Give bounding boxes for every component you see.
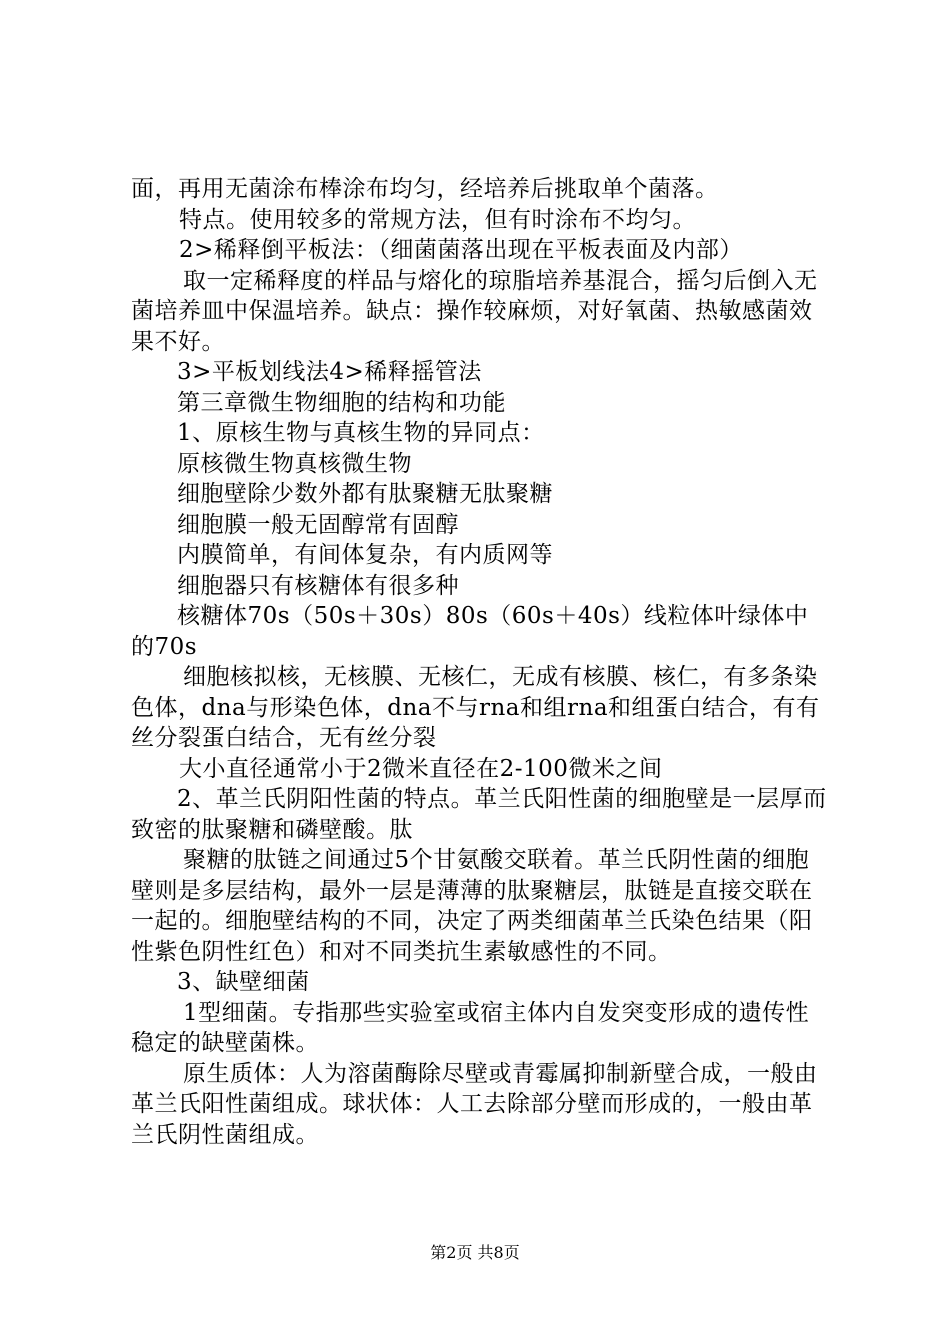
paragraph: 细胞膜一般无固醇常有固醇 [177,511,459,538]
paragraph: 原生质体：人为溶菌酶除尽壁或青霉属抑制新壁合成，一般由革兰氏阳性菌组成。球状体：人工去除部分壁而形成的，一般由革兰氏阴性菌组成。 [131,1060,818,1148]
paragraph: 1、原核生物与真核生物的异同点： [177,420,545,446]
paragraph: 面，再用无菌涂布棒涂布均匀，经培养后挑取单个菌落。 [131,176,719,202]
paragraph: 原核微生物真核微生物 [177,450,412,477]
paragraph: 细胞壁除少数外都有肽聚糖无肽聚糖 [177,481,553,507]
paragraph: 核糖体70s（50s＋30s）80s（60s＋40s）线粒体叶绿体中的70s [131,603,809,660]
paragraph: 细胞核拟核，无核膜、无核仁，无成有核膜、核仁，有多条染色体，dna与形染色体，dna不与rna和组rna和组蛋白结合，有有丝分裂蛋白结合，无有丝分裂 [131,664,820,751]
paragraph: 细胞器只有核糖体有很多种 [177,572,459,599]
page-footer: 第2页 共8页 [430,1243,520,1262]
paragraph: 大小直径通常小于2微米直径在2-100微米之间 [179,755,663,782]
paragraph: 3、缺壁细菌 [177,969,310,995]
paragraph: 特点。使用较多的常规方法，但有时涂布不均匀。 [179,206,696,233]
paragraph: 2、革兰氏阴阳性菌的特点。革兰氏阳性菌的细胞壁是一层厚而致密的肽聚糖和磷壁酸。肽 [131,786,827,843]
paragraph: 3>平板划线法4>稀释摇管法 [177,359,482,385]
paragraph: 内膜简单，有间体复杂，有内质网等 [177,542,553,568]
paragraph: 2>稀释倒平板法：（细菌菌落出现在平板表面及内部） [179,237,743,263]
document-body [131,174,831,1150]
paragraph: 取一定稀释度的样品与熔化的琼脂培养基混合，摇匀后倒入无菌培养皿中保温培养。缺点：操作较麻烦，对好氧菌、热敏感菌效果不好。 [131,267,818,355]
paragraph: 1型细菌。专指那些实验室或宿主体内自发突变形成的遗传性稳定的缺壁菌株。 [131,999,810,1056]
paragraph: 第三章微生物细胞的结构和功能 [177,389,506,416]
paragraph: 聚糖的肽链之间通过5个甘氨酸交联着。革兰氏阴性菌的细胞壁则是多层结构，最外一层是薄薄的肽聚糖层，肽链是直接交联在一起的。细胞壁结构的不同，决定了两类细菌革兰氏染色结果（阳性紫色阴性红色）和对不同类抗生素敏感性的不同。 [131,847,813,965]
